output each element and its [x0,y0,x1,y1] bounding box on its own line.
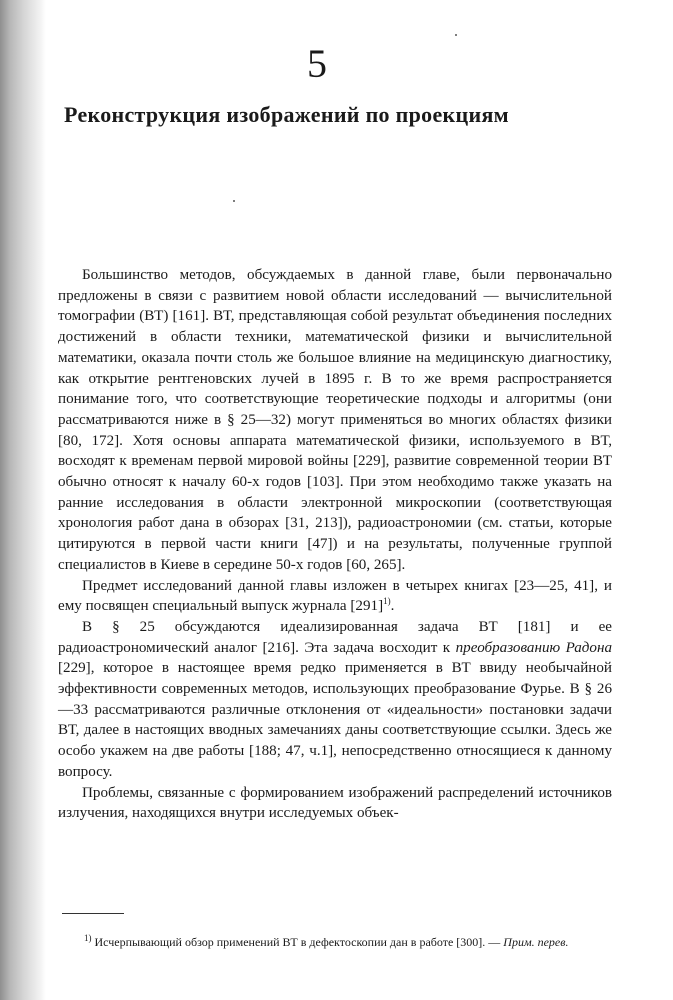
scan-speck [455,34,457,36]
footnote [62,934,614,951]
footnote-reference[interactable]: 1) [383,596,391,607]
chapter-body [58,265,612,824]
paragraph-sources-end: . [390,598,395,615]
paragraph-radon [58,617,612,783]
radon-transform-term: преобразованию Радона [455,639,612,656]
scan-edge-shadow [0,0,46,1000]
chapter-number: 5 [307,41,327,86]
paragraph-radon-end: [229], которое в настоящее время редко применяется в ВТ ввиду необычайной эффективности современных методов, использующих преобразование Фурье. В § 26—33 рассматриваются различные отклонения от «идеальности» постановки задачи ВТ, далее в настоящих вводных замечаниях даны соответствующие ссылки. Здесь же особо укажем на две работы [188; 47, ч.1], непосредственно относящиеся к данному вопросу. [58,660,612,780]
chapter-title: Реконструкция изображений по проекциям [64,102,509,127]
paragraph-radon-start: В § 25 обсуждаются идеализированная задача ВТ [181] и ее радиоастрономический аналог [216]. Эта задача восходит к [58,618,612,656]
footnote-marker: 1) [84,933,92,943]
paragraph-intro: Большинство методов, обсуждаемых в данной главе, были первоначально предложены в связи с развитием новой области исследований — вычислительной томографии (ВТ) [161]. ВТ, представляющая собой результат объединения последних достижений в области техники, математической физики и вычислительной математики, оказала почти столь же большое влияние на медицинскую диагностику, как открытие рентгеновских лучей в 1895 г. В то же время распространяется понимание того, что соответствующие теоретические подходы и алгоритмы (они рассматриваются ниже в § 25—32) могут применяться во многих областях физики [80, 172]. Хотя основы аппарата математической физики, используемого в ВТ, восходят к временам первой мировой войны [229], развитие современной теории ВТ обычно относят к началу 60-х годов [103]. При этом необходимо также указать на ранние исследования в области электронной микроскопии (соответствующая хронология работ дана в обзорах [31, 213]), радиоастрономии (см. статьи, которые цитируются в первой части книги [47]) и на результаты, полученные группой специалистов в Киеве в середине 50-х годов [60, 265]. [58,267,612,573]
scan-speck [233,200,235,202]
footnote-divider [62,913,124,914]
paragraph-problems: Проблемы, связанные с формированием изображений распределений источников излучения, находящихся внутри исследуемых объек- [58,784,612,822]
paragraph-sources [58,576,612,617]
footnote-text: Исчерпывающий обзор применений ВТ в дефектоскопии дан в работе [300]. — [91,935,504,949]
paragraph-sources-text: Предмет исследований данной главы изложен в четырех книгах [23—25, 41], и ему посвящен специальный выпуск журнала [291] [58,577,612,615]
footnote-attribution: Прим. перев. [503,935,569,949]
